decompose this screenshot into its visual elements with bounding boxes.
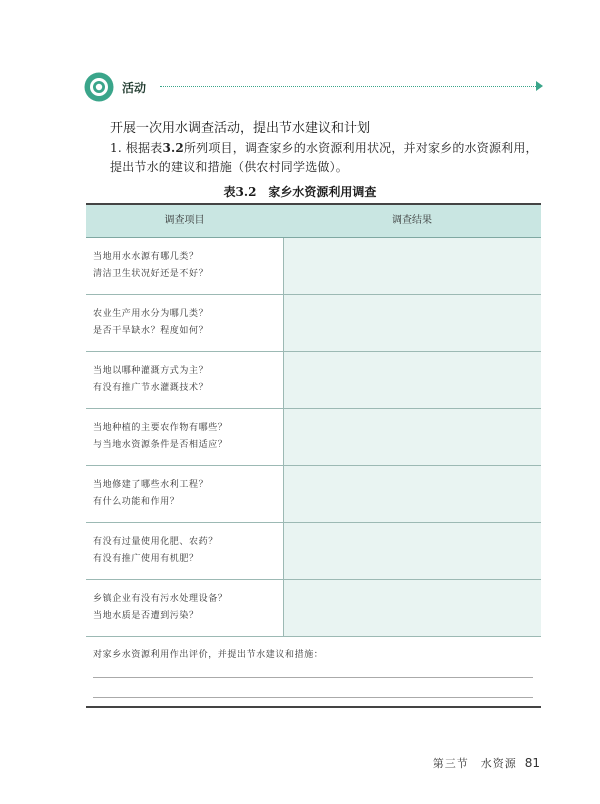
survey-question: 有没有推广节水灌溉技术？ bbox=[93, 383, 209, 393]
survey-result-cell[interactable] bbox=[283, 466, 541, 522]
survey-question: 当地以哪种灌溉方式为主？ bbox=[93, 366, 209, 376]
column-header-survey-item: 调查项目 bbox=[164, 215, 205, 226]
survey-question: 乡镇企业有没有污水处理设备？ bbox=[93, 594, 228, 604]
table-row bbox=[86, 409, 541, 466]
survey-result-cell[interactable] bbox=[283, 580, 541, 636]
survey-item-cell bbox=[86, 523, 283, 579]
survey-question: 是否干旱缺水？程度如何？ bbox=[93, 326, 209, 336]
activity-target-icon bbox=[84, 72, 114, 102]
table-row bbox=[86, 295, 541, 352]
survey-question: 当地水质是否遭到污染？ bbox=[93, 611, 199, 621]
table-row bbox=[86, 580, 541, 637]
survey-result-cell[interactable] bbox=[283, 409, 541, 465]
survey-question: 农业生产用水分为哪几类？ bbox=[93, 309, 209, 319]
page-footer bbox=[433, 755, 540, 771]
activity-label: 活动 bbox=[122, 81, 147, 95]
survey-item-cell bbox=[86, 409, 283, 465]
table-title: 表3.2 家乡水资源利用调查 bbox=[223, 185, 377, 199]
instruction-text: 所列项目，调查家乡的水资源利用状况，并对家乡的水资源利用，提出节水的建议和措施（供农村同学选做）。 bbox=[110, 141, 538, 174]
survey-question: 与当地水资源条件是否相适应？ bbox=[93, 440, 228, 450]
table-row bbox=[86, 523, 541, 580]
survey-result-cell[interactable] bbox=[283, 352, 541, 408]
survey-question: 有没有过量使用化肥、农药？ bbox=[93, 537, 218, 547]
survey-question: 有没有推广使用有机肥？ bbox=[93, 554, 199, 564]
instruction-prefix: 1. 根据表 bbox=[110, 141, 163, 155]
footer-section-title: 第三节 水资源 bbox=[432, 757, 517, 770]
survey-item-cell bbox=[86, 352, 283, 408]
answer-line bbox=[93, 697, 533, 698]
evaluation-area[interactable] bbox=[86, 637, 541, 708]
survey-question: 当地用水水源有哪几类？ bbox=[93, 252, 199, 262]
activity-heading: 开展一次用水调查活动，提出节水建议和计划 bbox=[110, 121, 371, 136]
table-row bbox=[86, 352, 541, 409]
column-divider bbox=[283, 238, 284, 636]
arrow-right-icon bbox=[536, 81, 543, 91]
survey-question: 当地修建了哪些水利工程？ bbox=[93, 480, 209, 490]
table-row bbox=[86, 466, 541, 523]
table-reference: 3.2 bbox=[162, 141, 184, 155]
table-row bbox=[86, 238, 541, 295]
activity-instructions bbox=[110, 139, 542, 177]
evaluation-prompt: 对家乡水资源利用作出评价，并提出节水建议和措施： bbox=[93, 650, 324, 660]
survey-question: 当地种植的主要农作物有哪些？ bbox=[93, 423, 228, 433]
activity-header bbox=[84, 72, 546, 102]
survey-question: 清洁卫生状况好还是不好？ bbox=[93, 269, 209, 279]
survey-item-cell bbox=[86, 466, 283, 522]
survey-item-cell bbox=[86, 295, 283, 351]
table-header-row bbox=[86, 205, 541, 238]
answer-line bbox=[93, 677, 533, 678]
activity-dotted-divider bbox=[160, 86, 538, 87]
survey-question: 有什么功能和作用？ bbox=[93, 497, 180, 507]
column-header-survey-result: 调查结果 bbox=[392, 215, 432, 226]
survey-table bbox=[86, 203, 541, 708]
survey-item-cell bbox=[86, 238, 283, 294]
page-number: 81 bbox=[524, 756, 540, 770]
survey-result-cell[interactable] bbox=[283, 238, 541, 294]
survey-result-cell[interactable] bbox=[283, 295, 541, 351]
survey-item-cell bbox=[86, 580, 283, 636]
survey-result-cell[interactable] bbox=[283, 523, 541, 579]
